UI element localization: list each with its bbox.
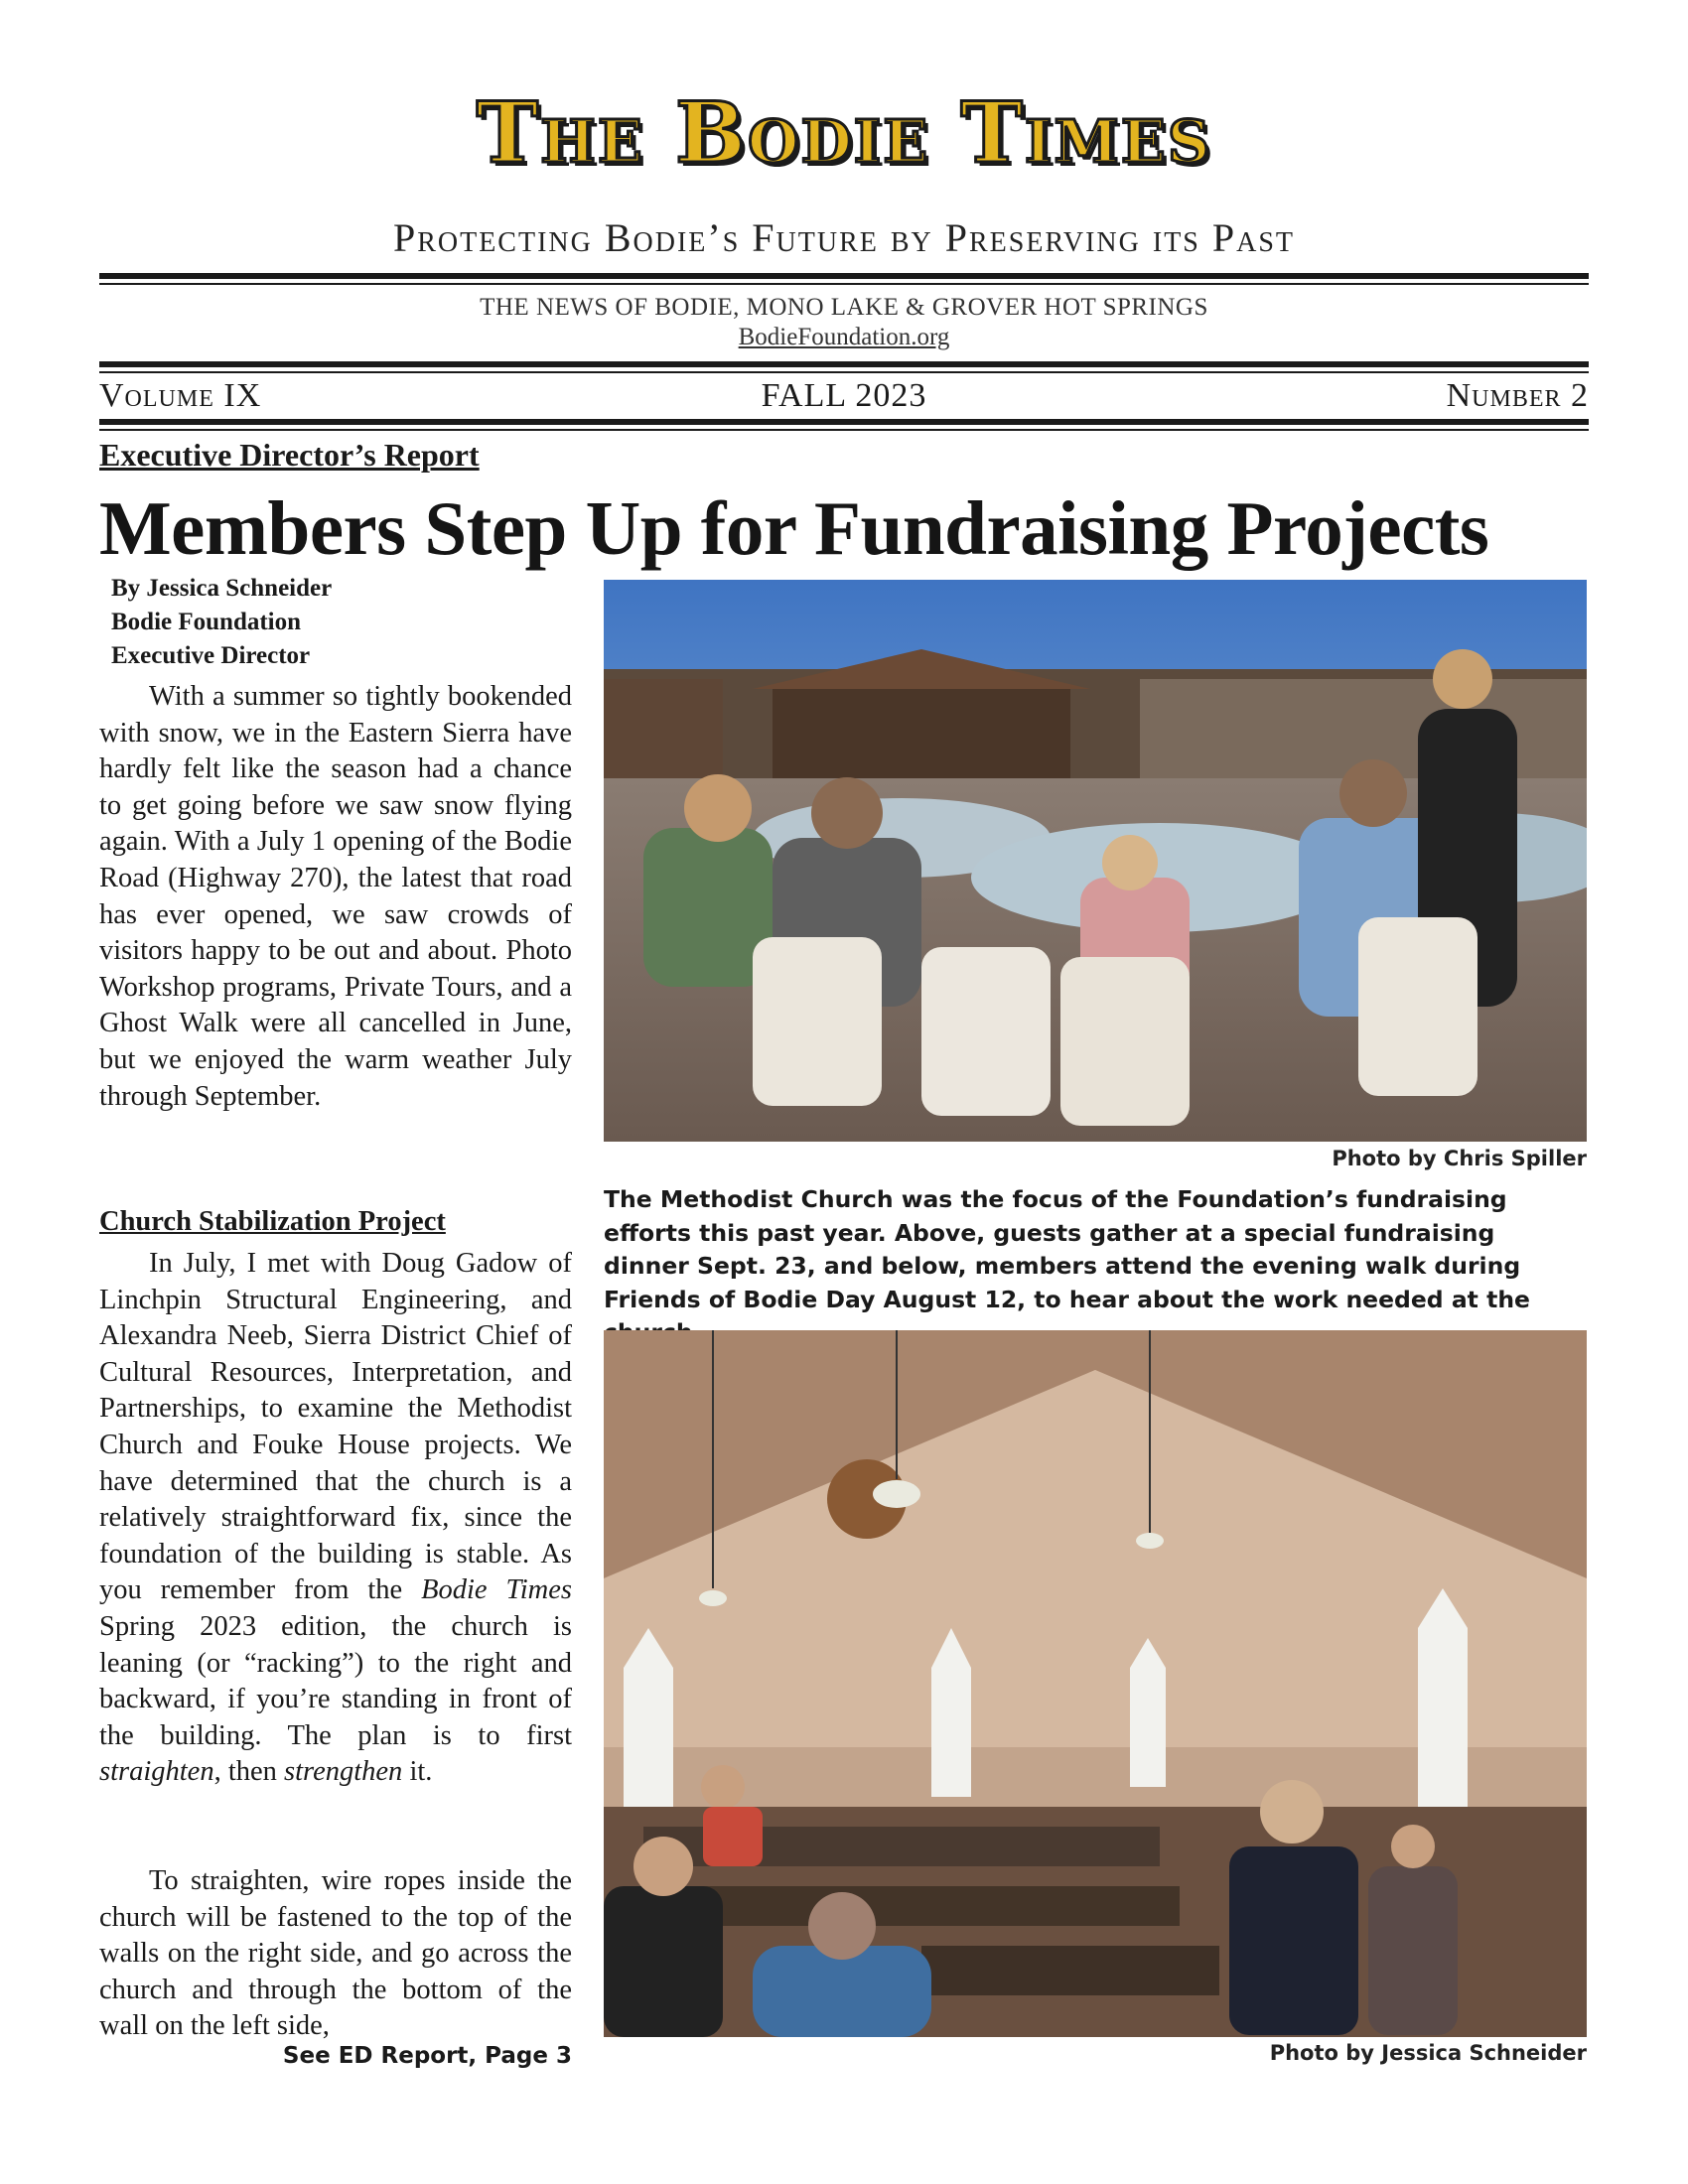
volume-label: Volume IX — [99, 377, 262, 414]
news-line: THE NEWS OF BODIE, MONO LAKE & GROVER HOT SPRINGS — [480, 294, 1208, 321]
byline-title: Executive Director — [111, 642, 311, 669]
dinner-photo-image — [604, 580, 1587, 1142]
photo-caption: The Methodist Church was the focus of the Foundation’s fundraising efforts this past year. Above, guests gather at a special fundraising dinner Sept. 23, and below, members attend the evening walk during Friends of Bodie Day August 12, to hear about the work needed at the — [604, 1185, 1530, 1313]
headline: Members Step Up for Fundraising Projects — [99, 485, 1489, 571]
continued-link[interactable]: See ED Report, Page 3 — [282, 2043, 572, 2069]
bottom-photo-credit: Photo by Jessica Schneider — [1269, 2041, 1587, 2065]
church-interior-image — [604, 1330, 1587, 2037]
number-label: Number 2 — [1446, 377, 1589, 414]
article-paragraph-3: To straighten, wire ropes inside the church will be fastened to the top of the walls on the right side, and go across the church and through the bottom of the wall on the left side, — [99, 1865, 572, 2042]
masthead-rule-top-thin — [99, 283, 1589, 285]
dinner-photo — [604, 580, 1587, 1142]
top-photo-credit: Photo by Chris Spiller — [1332, 1147, 1587, 1170]
issue-rule-bottom-thin — [99, 429, 1589, 431]
tagline: Protecting Bodie’s Future by Preserving its Past — [392, 215, 1296, 260]
church-interior-photo — [604, 1330, 1587, 2037]
issue-rule-bottom — [99, 419, 1589, 425]
issue-rule-top — [99, 361, 1589, 367]
season-label: FALL 2023 — [761, 377, 927, 414]
section-heading: Executive Director’s Report — [99, 437, 480, 473]
subheading-church: Church Stabilization Project — [99, 1206, 446, 1237]
website-link[interactable]: BodieFoundation.org — [738, 324, 950, 350]
masthead-rule-top — [99, 273, 1589, 279]
masthead-title: The Bodie Times — [476, 83, 1212, 182]
article-paragraph-2: In July, I met with Doug Gadow of Linchpin Structural Engineering, and Alexandra Neeb, Sierra District Chief of Cultural Resources, Interpretation, and Partnerships, to examine the Methodist Church and Fouke House projects. We have determined that the church is a relatively straightforward fix, since the foundation of the building is stable. As you remember from the Bodie Times Spring 2023 edition, the church is leaning (or “racking”) to the right and backward, if you’re standing in front of the building. The plan is to first straighten, then strengthen it. — [99, 1248, 573, 1788]
article-paragraph-1: With a summer so tightly bookended with snow, we in the Eastern Sierra have hardly felt like the season had a chance to get going before we saw snow flying again. With a July 1 opening of the Bodie Road (Highway 270), the latest that road has ever opened, we saw crowds of visitors happy to be out and about. Photo Workshop programs, Private Tours, and a Ghost Walk were all cancelled in June, but we enjoyed the warm weather July through September. — [99, 681, 572, 1112]
issue-rule-top-thin — [99, 371, 1589, 373]
byline-author: By Jessica Schneider — [111, 575, 333, 602]
byline-org: Bodie Foundation — [111, 609, 302, 635]
byline — [111, 572, 332, 673]
